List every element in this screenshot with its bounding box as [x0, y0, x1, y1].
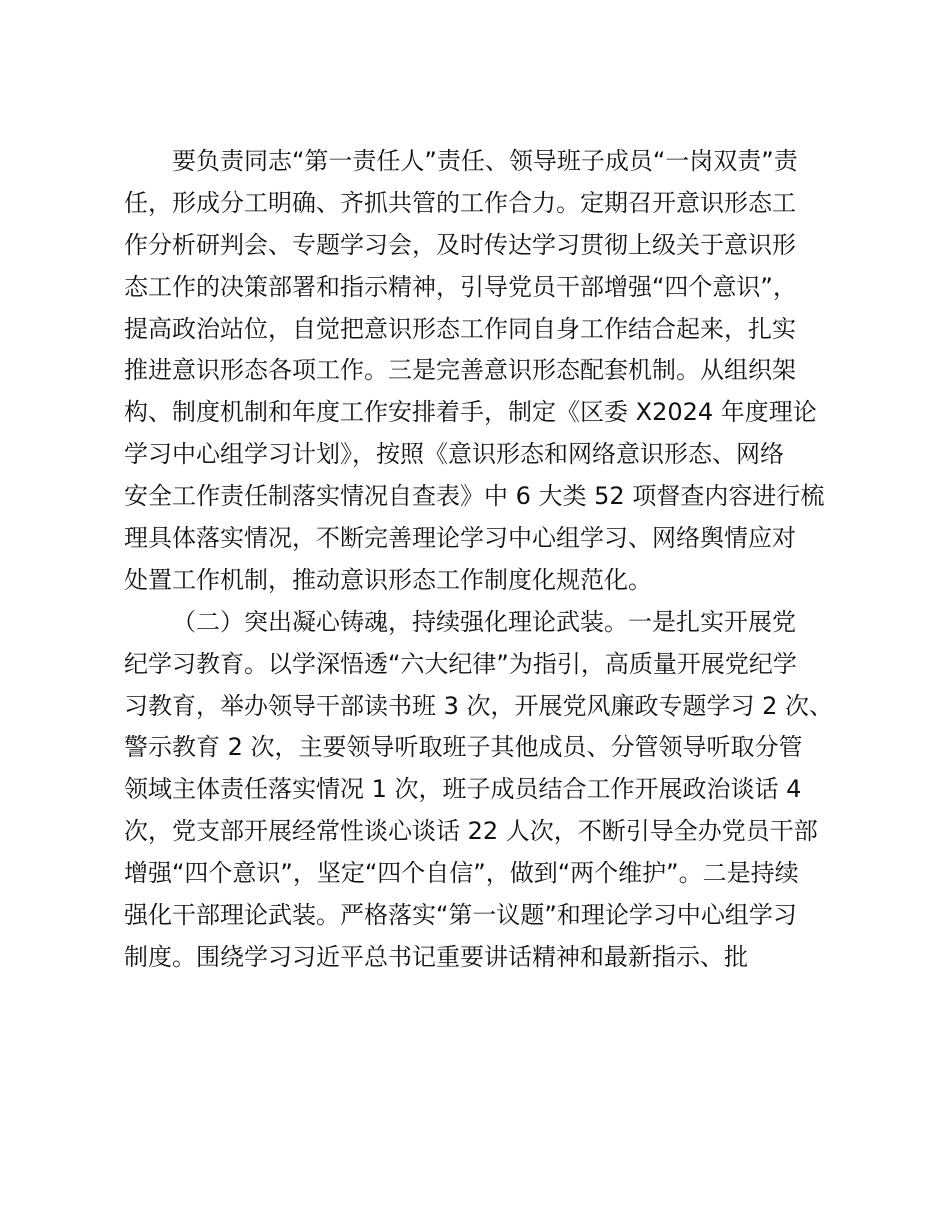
text-line: 要负责同志“第一责任人”责任、领导班子成员“一岗双责”责 [172, 147, 798, 175]
text-line: 推进意识形态各项工作。三是完善意识形态配套机制。从组织架 [124, 356, 796, 385]
text-line: 安全工作责任制落实情况自查表》中 6 大类 52 项督查内容进行梳 [124, 482, 825, 511]
text-line: 次，党支部开展经常性谈心谈话 22 人次，不断引导全办党员干部 [124, 817, 818, 846]
text-line: 任，形成分工明确、齐抓共管的工作合力。定期召开意识形态工 [124, 188, 796, 217]
text-line: 警示教育 2 次，主要领导听取班子其他成员、分管领导听取分管 [124, 733, 803, 762]
body-text [124, 141, 844, 979]
text-line: 强化干部理论武装。严格落实“第一议题”和理论学习中心组学习 [124, 901, 797, 930]
text-line: 处置工作机制，推动意识形态工作制度化规范化。 [124, 565, 652, 594]
text-line: 增强“四个意识”，坚定“四个自信”，做到“两个维护”。二是持续 [124, 859, 799, 888]
text-line: 作分析研判会、专题学习会，及时传达学习贯彻上级关于意识形 [124, 230, 796, 259]
text-line: （二）突出凝心铸魂，持续强化理论武装。一是扎实开展党 [172, 607, 796, 636]
text-line: 构、制度机制和年度工作安排着手，制定《区委 X2024 年度理论 [124, 398, 817, 427]
text-line: 纪学习教育。以学深悟透“六大纪律”为指引，高质量开展党纪学 [124, 649, 797, 678]
text-line: 提高政治站位，自觉把意识形态工作同自身工作结合起来，扎实 [124, 314, 796, 343]
text-line: 态工作的决策部署和指示精神，引导党员干部增强“四个意识”， [124, 272, 797, 301]
text-line: 制度。围绕学习习近平总书记重要讲话精神和最新指示、批 [124, 942, 748, 971]
text-line: 理具体落实情况，不断完善理论学习中心组学习、网络舆情应对 [124, 524, 796, 553]
text-line: 领域主体责任落实情况 1 次，班子成员结合工作开展政治谈话 4 [124, 775, 802, 804]
text-line: 学习中心组学习计划》，按照《意识形态和网络意识形态、网络 [124, 440, 784, 469]
text-line: 习教育，举办领导干部读书班 3 次，开展党风廉政专题学习 2 次、 [124, 691, 834, 720]
